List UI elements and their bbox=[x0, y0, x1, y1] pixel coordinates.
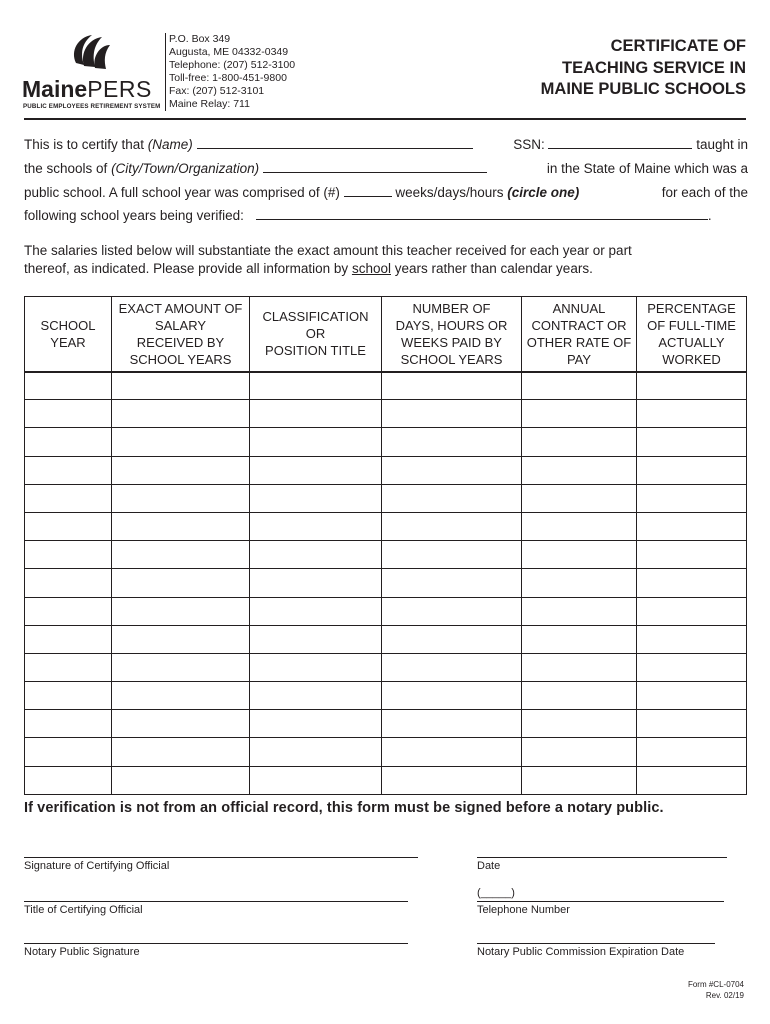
table-cell[interactable] bbox=[112, 484, 250, 512]
table-cell[interactable] bbox=[382, 653, 522, 681]
table-cell[interactable] bbox=[637, 653, 747, 681]
text: the schools of bbox=[24, 161, 112, 176]
table-cell[interactable] bbox=[522, 400, 637, 428]
table-cell[interactable] bbox=[112, 710, 250, 738]
date-block[interactable] bbox=[477, 857, 727, 872]
table-cell[interactable] bbox=[637, 428, 747, 456]
table-cell[interactable] bbox=[25, 738, 112, 766]
telephone-block[interactable] bbox=[477, 901, 724, 916]
table-cell[interactable] bbox=[637, 400, 747, 428]
date-label: Date bbox=[477, 860, 501, 872]
table-cell[interactable] bbox=[25, 569, 112, 597]
table-cell[interactable] bbox=[637, 456, 747, 484]
table-cell[interactable] bbox=[637, 597, 747, 625]
table-cell[interactable] bbox=[382, 710, 522, 738]
circle-one-label: (circle one) bbox=[507, 185, 580, 200]
text: in the State of Maine which was a bbox=[546, 161, 748, 176]
address-line: Telephone: (207) 512-3100 bbox=[169, 59, 296, 71]
name-field[interactable] bbox=[197, 137, 473, 149]
table-row bbox=[25, 484, 747, 512]
table-cell[interactable] bbox=[112, 653, 250, 681]
table-cell[interactable] bbox=[112, 400, 250, 428]
table-cell[interactable] bbox=[25, 541, 112, 569]
table-cell[interactable] bbox=[25, 766, 112, 794]
mainepers-leaf-icon bbox=[68, 33, 112, 73]
title-official-label: Title of Certifying Official bbox=[24, 904, 143, 916]
table-cell[interactable] bbox=[250, 682, 382, 710]
period-count-field[interactable] bbox=[344, 185, 392, 197]
text: years rather than calendar years. bbox=[390, 261, 593, 276]
table-cell[interactable] bbox=[25, 428, 112, 456]
table-cell[interactable] bbox=[522, 484, 637, 512]
table-cell[interactable] bbox=[522, 738, 637, 766]
table-cell[interactable] bbox=[382, 372, 522, 400]
notary-expiration-label: Notary Public Commission Expiration Date bbox=[477, 946, 685, 958]
table-cell[interactable] bbox=[637, 766, 747, 794]
table-row bbox=[25, 512, 747, 540]
table-cell[interactable] bbox=[522, 569, 637, 597]
title-official-block[interactable] bbox=[24, 901, 408, 916]
table-row bbox=[25, 653, 747, 681]
table-row bbox=[25, 625, 747, 653]
col-days-paid: NUMBER OF DAYS, HOURS OR WEEKS PAID BY SCHOOL YEARS bbox=[382, 297, 522, 372]
table-cell[interactable] bbox=[25, 710, 112, 738]
table-cell[interactable] bbox=[250, 400, 382, 428]
table-cell[interactable] bbox=[250, 738, 382, 766]
address-line: Maine Relay: 711 bbox=[169, 98, 250, 110]
table-cell[interactable] bbox=[250, 766, 382, 794]
salary-paragraph-line-2 bbox=[24, 261, 748, 276]
title-line: MAINE PUBLIC SCHOOLS bbox=[540, 80, 746, 98]
table-cell[interactable] bbox=[250, 484, 382, 512]
area-code-field[interactable]: (_____) bbox=[477, 887, 515, 899]
table-cell[interactable] bbox=[25, 682, 112, 710]
table-cell[interactable] bbox=[637, 569, 747, 597]
address-line: Toll-free: 1-800-451-9800 bbox=[169, 72, 287, 84]
table-cell[interactable] bbox=[112, 569, 250, 597]
text: . bbox=[707, 208, 712, 223]
logo-wordmark: MainePERS bbox=[22, 76, 152, 102]
ssn-field[interactable] bbox=[548, 137, 692, 149]
notary-signature-label: Notary Public Signature bbox=[24, 946, 140, 958]
table-cell[interactable] bbox=[250, 541, 382, 569]
table-cell[interactable] bbox=[522, 456, 637, 484]
table-cell[interactable] bbox=[25, 400, 112, 428]
address-line: Augusta, ME 04332-0349 bbox=[169, 46, 289, 58]
col-annual-rate: ANNUAL CONTRACT OR OTHER RATE OF PAY bbox=[522, 297, 637, 372]
signature-official-label: Signature of Certifying Official bbox=[24, 860, 170, 872]
table-cell[interactable] bbox=[382, 541, 522, 569]
table-cell[interactable] bbox=[250, 597, 382, 625]
revision-text: Rev. 02/19 bbox=[705, 991, 744, 1000]
notary-notice: If verification is not from an official record, this form must be signed before a notary public. bbox=[24, 800, 664, 816]
table-cell[interactable] bbox=[250, 710, 382, 738]
table-cell[interactable] bbox=[637, 710, 747, 738]
service-table bbox=[24, 296, 747, 795]
table-cell[interactable] bbox=[112, 541, 250, 569]
text: for each of the bbox=[661, 185, 748, 200]
certify-line-1 bbox=[24, 137, 748, 152]
text: public school. A full school year was comprised of (#) bbox=[24, 185, 344, 200]
table-cell[interactable] bbox=[382, 597, 522, 625]
table-cell[interactable] bbox=[112, 456, 250, 484]
table-cell[interactable] bbox=[112, 372, 250, 400]
table-cell[interactable] bbox=[112, 597, 250, 625]
table-cell[interactable] bbox=[637, 682, 747, 710]
table-cell[interactable] bbox=[522, 766, 637, 794]
table-cell[interactable] bbox=[112, 512, 250, 540]
table-row bbox=[25, 738, 747, 766]
city-label: (City/Town/Organization) bbox=[111, 161, 260, 176]
table-cell[interactable] bbox=[637, 372, 747, 400]
table-cell[interactable] bbox=[522, 541, 637, 569]
table-cell[interactable] bbox=[382, 456, 522, 484]
table-cell[interactable] bbox=[382, 738, 522, 766]
ssn-label: SSN: bbox=[513, 137, 549, 152]
table-cell[interactable] bbox=[382, 625, 522, 653]
table-cell[interactable] bbox=[112, 738, 250, 766]
table-cell[interactable] bbox=[25, 512, 112, 540]
table-cell[interactable] bbox=[522, 512, 637, 540]
table-cell[interactable] bbox=[250, 428, 382, 456]
table-cell[interactable] bbox=[637, 541, 747, 569]
col-percentage: PERCENTAGE OF FULL-TIME ACTUALLY WORKED bbox=[637, 297, 747, 372]
table-cell[interactable] bbox=[112, 682, 250, 710]
table-cell[interactable] bbox=[382, 512, 522, 540]
table-row bbox=[25, 428, 747, 456]
table-row bbox=[25, 710, 747, 738]
telephone-label: Telephone Number bbox=[477, 904, 570, 916]
text: This is to certify that bbox=[24, 137, 148, 152]
table-row bbox=[25, 766, 747, 794]
address-block bbox=[165, 33, 295, 111]
certify-line-3 bbox=[24, 185, 748, 200]
form-number bbox=[688, 979, 744, 1001]
table-cell[interactable] bbox=[382, 569, 522, 597]
table-cell[interactable] bbox=[382, 766, 522, 794]
table-cell[interactable] bbox=[637, 512, 747, 540]
table-cell[interactable] bbox=[382, 428, 522, 456]
col-school-year: SCHOOL YEAR bbox=[25, 297, 112, 372]
form-number-text: Form #CL-0704 bbox=[687, 980, 744, 989]
address-line: Fax: (207) 512-3101 bbox=[169, 85, 265, 97]
table-cell[interactable] bbox=[637, 484, 747, 512]
table-cell[interactable] bbox=[382, 484, 522, 512]
table-cell[interactable] bbox=[112, 428, 250, 456]
table-cell[interactable] bbox=[637, 625, 747, 653]
table-row bbox=[25, 597, 747, 625]
text: taught in bbox=[692, 137, 748, 152]
table-cell[interactable] bbox=[250, 456, 382, 484]
table-cell[interactable] bbox=[25, 484, 112, 512]
table-cell[interactable] bbox=[637, 738, 747, 766]
header-divider bbox=[24, 118, 746, 120]
table-cell[interactable] bbox=[25, 653, 112, 681]
table-cell[interactable] bbox=[522, 625, 637, 653]
col-classification: CLASSIFICATION OR POSITION TITLE bbox=[250, 297, 382, 372]
table-cell[interactable] bbox=[250, 512, 382, 540]
table-row bbox=[25, 541, 747, 569]
table-row bbox=[25, 372, 747, 400]
mainepers-logo bbox=[22, 33, 164, 113]
table-cell[interactable] bbox=[25, 597, 112, 625]
table-cell[interactable] bbox=[250, 625, 382, 653]
table-cell[interactable] bbox=[25, 372, 112, 400]
table-row bbox=[25, 682, 747, 710]
notary-expiration-block[interactable] bbox=[477, 943, 715, 958]
table-row bbox=[25, 400, 747, 428]
col-salary: EXACT AMOUNT OF SALARY RECEIVED BY SCHOOL YEARS bbox=[112, 297, 250, 372]
table-cell[interactable] bbox=[522, 710, 637, 738]
table-cell[interactable] bbox=[522, 597, 637, 625]
salary-paragraph-line-1: The salaries listed below will substantiate the exact amount this teacher received for each year or part bbox=[24, 243, 632, 258]
table-row bbox=[25, 569, 747, 597]
table-cell[interactable] bbox=[112, 625, 250, 653]
table-cell[interactable] bbox=[250, 653, 382, 681]
table-row bbox=[25, 456, 747, 484]
table-cell[interactable] bbox=[382, 400, 522, 428]
form-title bbox=[541, 36, 746, 101]
title-line: CERTIFICATE OF bbox=[610, 37, 746, 55]
table-cell[interactable] bbox=[382, 682, 522, 710]
table-cell[interactable] bbox=[522, 653, 637, 681]
table-cell[interactable] bbox=[25, 456, 112, 484]
table-cell[interactable] bbox=[522, 428, 637, 456]
signature-official-block[interactable] bbox=[24, 857, 418, 872]
school-years-field[interactable] bbox=[256, 208, 708, 220]
table-cell[interactable] bbox=[25, 625, 112, 653]
table-header-row bbox=[25, 297, 747, 372]
table-cell[interactable] bbox=[250, 372, 382, 400]
address-line: P.O. Box 349 bbox=[169, 33, 231, 45]
table-cell[interactable] bbox=[250, 569, 382, 597]
name-label: (Name) bbox=[147, 137, 193, 152]
city-field[interactable] bbox=[263, 161, 487, 173]
logo-subtitle: PUBLIC EMPLOYEES RETIREMENT SYSTEM bbox=[23, 103, 161, 110]
certify-line-4 bbox=[24, 208, 748, 223]
text: thereof, as indicated. Please provide all information by bbox=[24, 261, 352, 276]
notary-signature-block[interactable] bbox=[24, 943, 408, 958]
table-cell[interactable] bbox=[522, 372, 637, 400]
school-underlined: school bbox=[351, 261, 391, 276]
table-cell[interactable] bbox=[522, 682, 637, 710]
text: following school years being verified: bbox=[24, 208, 244, 223]
table-cell[interactable] bbox=[112, 766, 250, 794]
text: weeks/days/hours bbox=[391, 185, 508, 200]
certify-line-2 bbox=[24, 161, 748, 176]
title-line: TEACHING SERVICE IN bbox=[562, 58, 746, 77]
